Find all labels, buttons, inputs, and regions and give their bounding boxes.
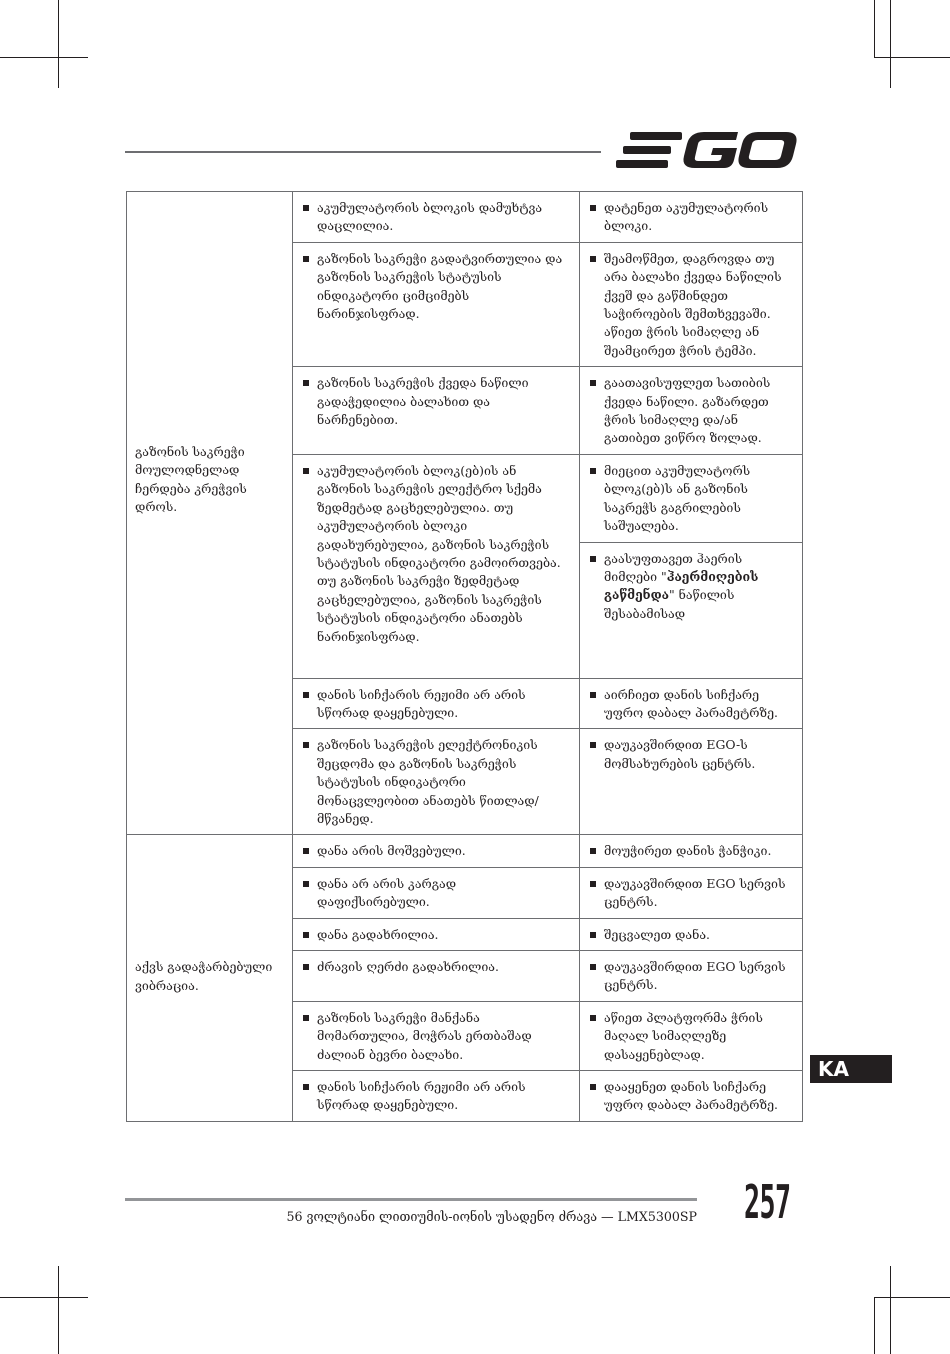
cause-text: გაზონის საკრეჭი გადატვირთულია და გაზონის საკრეჭის სტატუსის ინდიკატორი ციმციმებს ნარინჯისფრად. <box>301 250 571 324</box>
solution-text-pre: გაასუფთავეთ ჰაერის მიმღები " <box>604 550 743 584</box>
crop-mark <box>874 1297 875 1354</box>
crop-mark <box>0 57 88 58</box>
cause-text: დანის სიჩქარის რეჟიმი არ არის სწორად დაყენებული. <box>301 686 571 723</box>
solution-cell <box>580 1001 803 1070</box>
cause-cell <box>293 678 580 729</box>
solution-cell <box>580 454 803 542</box>
cause-cell <box>293 835 580 867</box>
solution-cell <box>580 835 803 867</box>
problem-cell <box>127 192 293 835</box>
footer-text: 56 ვოლტიანი ლითიუმის-იონის უსადენო ძრავა — LMX5300SP <box>286 1209 697 1224</box>
ego-logo <box>616 130 798 170</box>
solution-cell <box>580 950 803 1001</box>
header-rule <box>125 151 601 153</box>
cause-text: ძრავის ღერძი გადახრილია. <box>301 958 571 976</box>
solution-cell <box>580 367 803 455</box>
cause-text: გაზონის საკრეჭის ელექტრონიკის შეცდომა და გაზონის საკრეჭის სტატუსის ინდიკატორი მონაცვლეობით ანათებს წითლად/მწვანედ. <box>301 736 571 828</box>
solution-text: დატენეთ აკუმულატორის ბლოკი. <box>588 199 794 236</box>
problem-text: აქვს გადაჭარბებული ვიბრაცია. <box>135 959 273 993</box>
cause-text: დანის სიჩქარის რეჟიმი არ არის სწორად დაყენებული. <box>301 1078 571 1115</box>
cause-cell <box>293 729 580 835</box>
cause-text: გაზონის საკრეჭის ქვედა ნაწილი გადაჭედილია ბალახით და ნარჩენებით. <box>301 374 571 429</box>
table-row <box>127 835 803 867</box>
solution-text: აირჩიეთ დანის სიჩქარე უფრო დაბალ პარამეტრზე. <box>588 686 794 723</box>
solution-text-post: " ნაწილის შესაბამისად <box>604 587 735 621</box>
cause-cell <box>293 1001 580 1070</box>
solution-cell <box>580 542 803 678</box>
page-number: 257 <box>744 1175 791 1229</box>
solution-text: გაათავისუფლეთ სათიბის ქვედა ნაწილი. გაზარდეთ ჭრის სიმაღლე და/ან გათიბეთ ვიწრო ზოლად. <box>588 374 794 448</box>
cause-cell <box>293 1071 580 1122</box>
language-tab: KA <box>810 1055 892 1083</box>
crop-mark <box>58 1266 59 1354</box>
cause-text: აკუმულატორის ბლოკის დამუხტვა დაცლილია. <box>301 199 571 236</box>
solution-text: მოუჭირეთ დანის ჭანჭიკი. <box>588 842 794 860</box>
cause-cell <box>293 367 580 455</box>
crop-mark <box>874 57 950 58</box>
crop-mark <box>0 1297 88 1298</box>
table-row <box>127 192 803 243</box>
solution-cell <box>580 242 803 366</box>
cause-text: დანა არ არის კარგად დაფიქსირებული. <box>301 875 571 912</box>
cause-cell <box>293 454 580 678</box>
crop-mark <box>874 1297 950 1298</box>
cause-cell <box>293 192 580 243</box>
solution-cell <box>580 729 803 835</box>
solution-cell <box>580 867 803 918</box>
solution-text <box>588 550 794 624</box>
solution-text: შეამოწმეთ, დაგროვდა თუ არა ბალახი ქვედა ნაწილის ქვეშ და გაწმინდეთ საჭიროების შემთხვევაში. აწიეთ ჭრის სიმაღლე ან შეამცირეთ ჭრის ტემპი. <box>588 250 794 360</box>
solution-text: დაუკავშირდით EGO სერვის ცენტრს. <box>588 958 794 995</box>
section-reference: ჰაერმიღების გაწმენდა <box>604 568 759 603</box>
cause-cell <box>293 867 580 918</box>
solution-cell <box>580 1071 803 1122</box>
cause-cell <box>293 950 580 1001</box>
problem-cell <box>127 835 293 1121</box>
crop-mark <box>874 0 875 58</box>
footer-rule <box>125 1198 697 1201</box>
cause-cell <box>293 242 580 366</box>
solution-cell <box>580 678 803 729</box>
solution-text: დააყენეთ დანის სიჩქარე უფრო დაბალ პარამეტრზე. <box>588 1078 794 1115</box>
cause-text: დანა გადახრილია. <box>301 926 571 944</box>
crop-mark <box>890 0 891 88</box>
solution-text: დაუკავშირდით EGO-ს მომსახურების ცენტრს. <box>588 736 794 773</box>
problem-text: გაზონის საკრეჭი მოულოდნელად ჩერდება კრეჭვის დროს. <box>135 443 247 515</box>
cause-text: დანა არის მოშვებული. <box>301 842 571 860</box>
solution-text: შეცვალეთ დანა. <box>588 926 794 944</box>
cause-text: გაზონის საკრეჭი მანქანა მომართულია, მოჭრას ერთბაშად ძალიან ბევრი ბალახი. <box>301 1009 571 1064</box>
troubleshooting-table <box>126 191 803 1122</box>
solution-text: აწიეთ პლატფორმა ჭრის მაღალ სიმაღლეზე დასაყენებლად. <box>588 1009 794 1064</box>
cause-cell <box>293 918 580 950</box>
solution-cell <box>580 192 803 243</box>
solution-text: დაუკავშირდით EGO სერვის ცენტრს. <box>588 875 794 912</box>
crop-mark <box>890 1266 891 1354</box>
crop-mark <box>58 0 59 88</box>
cause-text: აკუმულატორის ბლოკ(ებ)ის ან გაზონის საკრეჭის ელექტრო სქემა ზედმეტად გაცხელებულია. თუ აკუმულატორის ბლოკი გადახურებულია, გაზონის საკრეჭის სტატუსის ინდიკატორი გამოირთვება. თუ გაზონის საკრეჭი ზედმეტად გაცხელებულია, გაზონის საკრეჭის სტატუსის ინდიკატორი ანათებს ნარინჯისფრად. <box>301 462 571 646</box>
solution-cell <box>580 918 803 950</box>
solution-text: მიეცით აკუმულატორს ბლოკ(ებ)ს ან გაზონის საკრეჭს გაგრილების საშუალება. <box>588 462 794 536</box>
